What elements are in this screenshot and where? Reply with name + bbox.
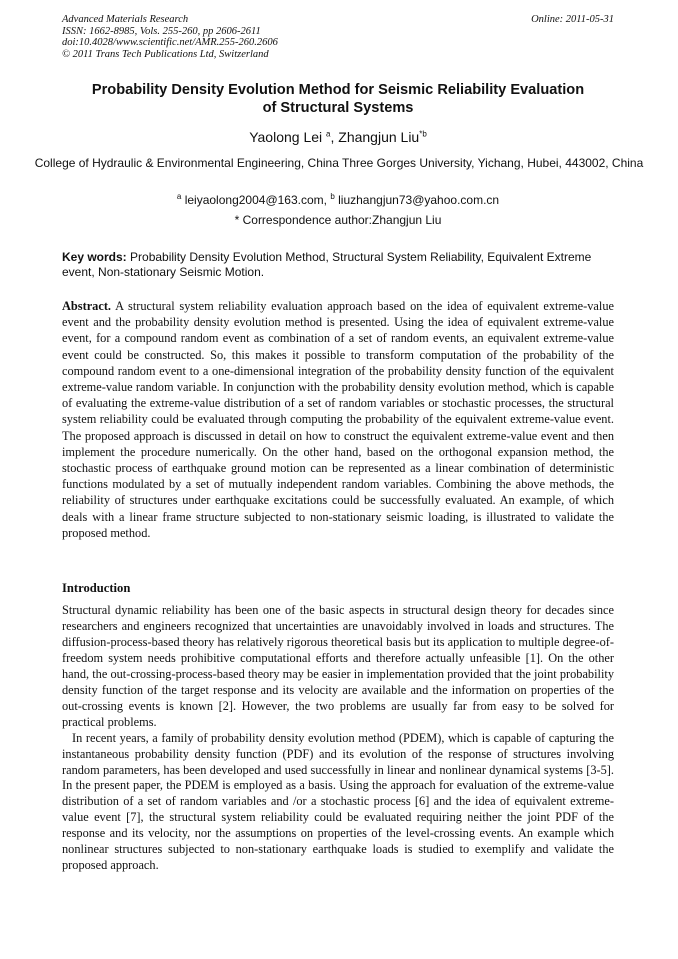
keywords-text: Probability Density Evolution Method, Structural System Reliability, Equivalent Extreme event, Non-stationary Seismic Motion. [62,250,592,280]
introduction-body [62,603,614,874]
issn-line: ISSN: 1662-8985, Vols. 255-260, pp 2606-2611 [62,25,261,37]
intro-paragraph-2: In recent years, a family of probability density evolution method (PDEM), which is capable of capturing the instantaneous probability density function (PDF) and its evolution of the response of structures involving random parameters, has been developed and used successfully in linear and nonlinear dynamical systems [3-5]. In the present paper, the PDEM is employed as a basis. Using the approach for evaluation of the extreme-value distribution of a set of random variables and /or a stochastic process [6] and the idea of equivalent extreme-value event [7], the structural system reliability could be evaluated requiring neither the joint PDF of the response and its velocity, nor the assumptions on properties of the level-crossing events. An example which nonlinear structures subjected to non-stationary earthquake loads is studied to exemplify and validate the proposed approach. [62,730,614,873]
author-1-affil-mark: a [326,129,331,139]
email-2-mark: b [330,192,335,201]
email-list [62,193,614,208]
section-heading-introduction: Introduction [62,581,131,595]
affiliation: College of Hydraulic & Environmental Engineering, China Three Gorges University, Yichang, Hubei, 443002, China [34,156,644,170]
correspondence-note: * Correspondence author:Zhangjun Liu [234,213,442,227]
doi-line: doi:10.4028/www.scientific.net/AMR.255-260.2606 [62,37,278,49]
email-1-mark: a [176,192,182,201]
journal-name: Advanced Materials Research [62,14,189,25]
author-2-affil-mark: *b [419,129,427,139]
intro-paragraph-1: Structural dynamic reliability has been one of the basic aspects in structural design theory for decades since researchers and engineers recognized that uncertainties are unavoidably involved in loads and structures. The diffusion-process-based theory has relatively rigorous theoretical basis but its application to multiple degree-of-freedom system needs prohibitive computational efforts and therefore actually unfeasible [1]. On the other hand, the out-crossing-process-based theory may be easier in implementation provided that the joint probability density function of the target response and its velocity are available and the information on properties of the out-crossing events is known [2]. However, the two problems are usually far from easy to be solved for practical problems. [62,603,614,729]
title-line-1: Probability Density Evolution Method for Seismic Reliability Evaluation [91,82,585,98]
author-separator: , [330,129,339,145]
author-list [62,129,614,146]
paper-title [62,81,614,117]
copyright-line: © 2011 Trans Tech Publications Ltd, Switzerland [62,48,269,60]
abstract [62,298,614,541]
abstract-text: A structural system reliability evaluation approach based on the idea of equivalent extreme-value event and the probability density evolution method is presented. Using the idea of equivalent extreme-value event, for a compound random event as combination of a set of random events, an equivalent extreme-value event could be constructed. So, this makes it possible to transform computation of the probability of the compound random event to a one-dimensional integration of the probability density function of the equivalent extreme-value random variable. In conjunction with the probability density evolution method, which is capable of evaluating the extreme-value distribution of a set of random variables or stochastic processes, the structural system reliability could be evaluated through computing the probability of the equivalent extreme-value event. The proposed approach is discussed in detail on how to construct the equivalent extreme-value event and then implement the procedure numerically. On the other hand, based on the orthogonal expansion method, the stochastic process of earthquake ground motion can be represented as a linear combination of deterministic functions modulated by a set of mutually independent random variables. Combining the above methods, the reliability of structures under earthquake excitations could be successfully evaluated. An example, of which deals with a linear frame structure subjected to non-stationary seismic loading, is illustrated to validate the proposed method. [62,299,614,540]
journal-header [62,14,614,60]
email-1[interactable]: leiyaolong2004@163.com [184,193,324,207]
online-date: Online: 2011-05-31 [531,14,614,25]
keywords [62,250,614,281]
author-1: Yaolong Lei [249,129,323,145]
keywords-label: Key words: [62,250,127,264]
email-2[interactable]: liuzhangjun73@yahoo.com.cn [338,193,500,207]
title-line-2: of Structural Systems [262,100,414,116]
abstract-label: Abstract. [62,299,112,313]
author-2: Zhangjun Liu [338,129,420,145]
email-separator: , [323,193,331,207]
